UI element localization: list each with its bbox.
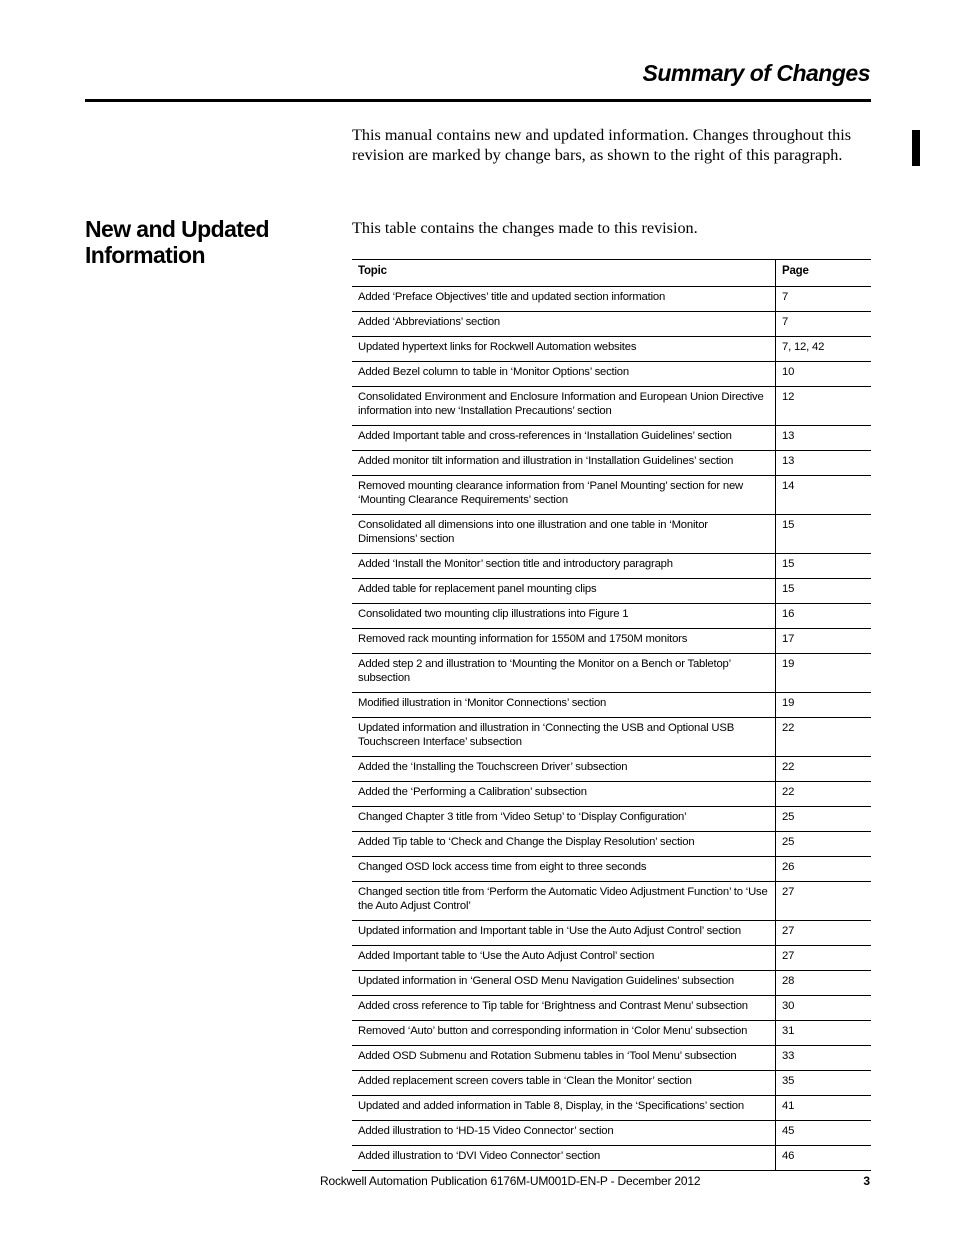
row-page: 19 <box>776 654 872 693</box>
table-row <box>352 579 871 604</box>
table-row <box>352 387 871 426</box>
row-page: 16 <box>776 604 872 629</box>
row-topic: Added replacement screen covers table in ‘Clean the Monitor’ section <box>352 1071 776 1096</box>
row-topic: Added Tip table to ‘Check and Change the Display Resolution’ section <box>352 832 776 857</box>
table-row <box>352 996 871 1021</box>
row-page: 27 <box>776 882 872 921</box>
row-topic: Updated information in ‘General OSD Menu Navigation Guidelines’ subsection <box>352 971 776 996</box>
row-page: 14 <box>776 476 872 515</box>
row-topic: Added illustration to ‘DVI Video Connector’ section <box>352 1146 776 1171</box>
row-topic: Added Bezel column to table in ‘Monitor Options’ section <box>352 362 776 387</box>
row-page: 15 <box>776 554 872 579</box>
row-page: 46 <box>776 1146 872 1171</box>
table-row <box>352 718 871 757</box>
row-page: 31 <box>776 1021 872 1046</box>
row-page: 35 <box>776 1071 872 1096</box>
row-topic: Added OSD Submenu and Rotation Submenu tables in ‘Tool Menu’ subsection <box>352 1046 776 1071</box>
row-topic: Updated information and Important table in ‘Use the Auto Adjust Control’ section <box>352 921 776 946</box>
row-page: 15 <box>776 515 872 554</box>
row-topic: Modified illustration in ‘Monitor Connections’ section <box>352 693 776 718</box>
row-page: 10 <box>776 362 872 387</box>
row-page: 19 <box>776 693 872 718</box>
row-page: 7 <box>776 287 872 312</box>
change-bar <box>912 130 920 166</box>
row-page: 15 <box>776 579 872 604</box>
table-row <box>352 629 871 654</box>
table-row <box>352 362 871 387</box>
row-page: 28 <box>776 971 872 996</box>
row-page: 25 <box>776 832 872 857</box>
table-row <box>352 1096 871 1121</box>
changes-table <box>352 259 871 1171</box>
footer-publication: Rockwell Automation Publication 6176M-UM001D-EN-P - December 2012 <box>320 1174 701 1188</box>
table-row <box>352 1071 871 1096</box>
table-row <box>352 757 871 782</box>
row-topic: Added Important table to ‘Use the Auto Adjust Control’ section <box>352 946 776 971</box>
table-row <box>352 554 871 579</box>
table-row <box>352 1146 871 1171</box>
row-page: 13 <box>776 451 872 476</box>
header-topic: Topic <box>352 260 776 287</box>
row-topic: Updated hypertext links for Rockwell Automation websites <box>352 337 776 362</box>
row-topic: Removed mounting clearance information from ‘Panel Mounting’ section for new ‘Mounting Clearance Requirements’ section <box>352 476 776 515</box>
row-topic: Added table for replacement panel mounting clips <box>352 579 776 604</box>
table-row <box>352 654 871 693</box>
table-row <box>352 832 871 857</box>
header-page: Page <box>776 260 872 287</box>
changes-table-body <box>352 287 871 1171</box>
title-rule <box>85 99 871 102</box>
row-topic: Changed section title from ‘Perform the Automatic Video Adjustment Function’ to ‘Use the Auto Adjust Control’ <box>352 882 776 921</box>
row-page: 41 <box>776 1096 872 1121</box>
section-heading: New and Updated Information <box>85 216 269 268</box>
row-topic: Updated information and illustration in ‘Connecting the USB and Optional USB Touchscreen Interface’ subsection <box>352 718 776 757</box>
row-page: 25 <box>776 807 872 832</box>
table-row <box>352 337 871 362</box>
row-page: 27 <box>776 921 872 946</box>
row-topic: Consolidated two mounting clip illustrations into Figure 1 <box>352 604 776 629</box>
row-topic: Consolidated all dimensions into one illustration and one table in ‘Monitor Dimensions’ section <box>352 515 776 554</box>
table-row <box>352 857 871 882</box>
table-row <box>352 1046 871 1071</box>
row-topic: Added step 2 and illustration to ‘Mounting the Monitor on a Bench or Tabletop’ subsection <box>352 654 776 693</box>
row-topic: Added ‘Abbreviations’ section <box>352 312 776 337</box>
table-row <box>352 946 871 971</box>
row-page: 22 <box>776 718 872 757</box>
table-row <box>352 515 871 554</box>
row-topic: Consolidated Environment and Enclosure Information and European Union Directive information into new ‘Installation Precautions’ section <box>352 387 776 426</box>
row-page: 7, 12, 42 <box>776 337 872 362</box>
row-page: 12 <box>776 387 872 426</box>
row-page: 17 <box>776 629 872 654</box>
table-row <box>352 1021 871 1046</box>
row-page: 33 <box>776 1046 872 1071</box>
row-page: 27 <box>776 946 872 971</box>
row-topic: Added cross reference to Tip table for ‘Brightness and Contrast Menu’ subsection <box>352 996 776 1021</box>
table-intro: This table contains the changes made to this revision. <box>352 219 698 237</box>
table-row <box>352 807 871 832</box>
row-topic: Removed ‘Auto’ button and corresponding information in ‘Color Menu’ subsection <box>352 1021 776 1046</box>
row-topic: Added Important table and cross-references in ‘Installation Guidelines’ section <box>352 426 776 451</box>
row-page: 22 <box>776 757 872 782</box>
row-topic: Added the ‘Installing the Touchscreen Driver’ subsection <box>352 757 776 782</box>
row-topic: Added ‘Preface Objectives’ title and updated section information <box>352 287 776 312</box>
table-row <box>352 782 871 807</box>
row-topic: Added monitor tilt information and illustration in ‘Installation Guidelines’ section <box>352 451 776 476</box>
row-topic: Added the ‘Performing a Calibration’ subsection <box>352 782 776 807</box>
footer-page-number: 3 <box>863 1174 870 1188</box>
table-row <box>352 1121 871 1146</box>
row-topic: Updated and added information in Table 8, Display, in the ‘Specifications’ section <box>352 1096 776 1121</box>
row-topic: Added illustration to ‘HD-15 Video Connector’ section <box>352 1121 776 1146</box>
table-header-row <box>352 260 871 287</box>
row-topic: Changed OSD lock access time from eight to three seconds <box>352 857 776 882</box>
table-row <box>352 921 871 946</box>
row-topic: Removed rack mounting information for 1550M and 1750M monitors <box>352 629 776 654</box>
table-row <box>352 882 871 921</box>
table-row <box>352 604 871 629</box>
row-page: 22 <box>776 782 872 807</box>
table-row <box>352 476 871 515</box>
row-page: 45 <box>776 1121 872 1146</box>
table-row <box>352 287 871 312</box>
table-row <box>352 693 871 718</box>
row-topic: Changed Chapter 3 title from ‘Video Setup’ to ‘Display Configuration’ <box>352 807 776 832</box>
table-row <box>352 426 871 451</box>
intro-paragraph: This manual contains new and updated information. Changes throughout this revision are marked by change bars, as shown to the right of this paragraph. <box>352 126 852 164</box>
row-page: 26 <box>776 857 872 882</box>
page-title: Summary of Changes <box>642 60 870 86</box>
row-page: 30 <box>776 996 872 1021</box>
table-row <box>352 971 871 996</box>
row-page: 13 <box>776 426 872 451</box>
row-topic: Added ‘Install the Monitor’ section title and introductory paragraph <box>352 554 776 579</box>
row-page: 7 <box>776 312 872 337</box>
table-row <box>352 451 871 476</box>
table-row <box>352 312 871 337</box>
